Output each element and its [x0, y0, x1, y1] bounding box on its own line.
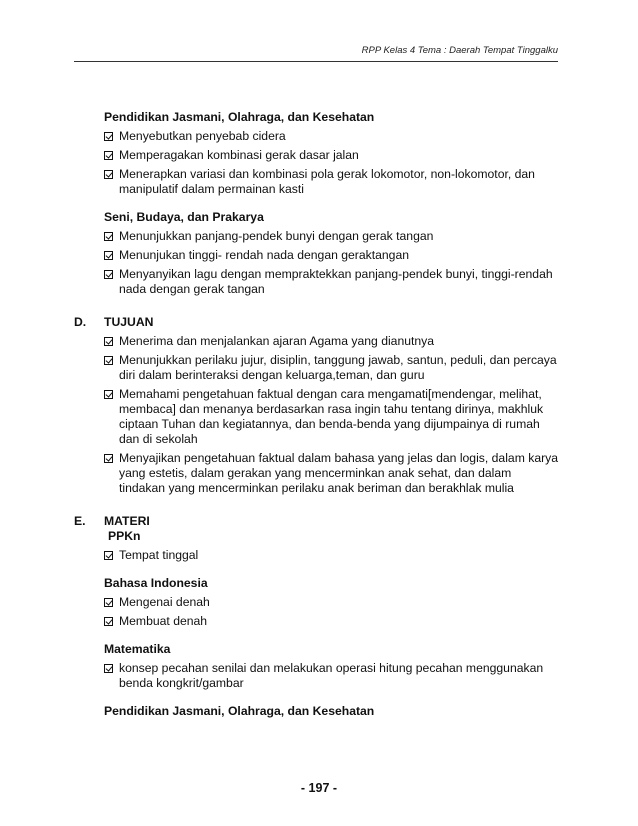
- page-number: - 197 -: [300, 781, 338, 795]
- section-letter: E.: [74, 514, 86, 528]
- list-item: Menunjukan tinggi- rendah nada dengan geraktangan: [104, 248, 559, 263]
- section-e-heading: [74, 514, 638, 529]
- running-header: RPP Kelas 4 Tema : Daerah Tempat Tinggalku: [361, 45, 558, 56]
- header-rule: [74, 61, 558, 62]
- subject-title-bahasa: Bahasa Indonesia: [104, 576, 208, 590]
- checkbox-icon: [104, 664, 113, 673]
- section-letter: D.: [74, 315, 87, 329]
- list-item: Mengenai denah: [104, 595, 559, 610]
- checkbox-icon: [104, 390, 113, 399]
- list-item: Menyajikan pengetahuan faktual dalam bahasa yang jelas dan logis, dalam karya yang estetis, dalam gerakan yang mencerminkan anak sehat, dan dalam tindakan yang mencerminkan perilaku anak beriman dan berakhlak mulia: [104, 451, 559, 496]
- subject-title-pjok-2: Pendidikan Jasmani, Olahraga, dan Kesehatan: [104, 704, 375, 718]
- checkbox-icon: [104, 551, 113, 560]
- section-title: TUJUAN: [104, 315, 154, 329]
- list-item: Menunjukkan panjang-pendek bunyi dengan gerak tangan: [104, 229, 559, 244]
- subject-title-matematika: Matematika: [104, 642, 171, 656]
- list-item: Menunjukkan perilaku jujur, disiplin, tanggung jawab, santun, peduli, dan percaya diri dalam berinteraksi dengan keluarga,teman, dan guru: [104, 353, 559, 383]
- list-item: Menerapkan variasi dan kombinasi pola gerak lokomotor, non-lokomotor, dan manipulatif dalam permainan kasti: [104, 167, 559, 197]
- subject-title-sbdp: Seni, Budaya, dan Prakarya: [104, 210, 264, 224]
- subject-title-ppkn: PPKn: [108, 529, 141, 543]
- list-item: Menerima dan menjalankan ajaran Agama yang dianutnya: [104, 334, 559, 349]
- list-item: Membuat denah: [104, 614, 559, 629]
- list-item: Menyebutkan penyebab cidera: [104, 129, 559, 144]
- section-title: MATERI: [104, 514, 150, 528]
- checkbox-icon: [104, 132, 113, 141]
- section-d-heading: [74, 315, 638, 330]
- checkbox-icon: [104, 356, 113, 365]
- checkbox-icon: [104, 170, 113, 179]
- checkbox-icon: [104, 251, 113, 260]
- checkbox-icon: [104, 598, 113, 607]
- list-item: konsep pecahan senilai dan melakukan operasi hitung pecahan menggunakan benda kongkrit/gambar: [104, 661, 559, 691]
- checkbox-icon: [104, 454, 113, 463]
- list-item: Menyanyikan lagu dengan mempraktekkan panjang-pendek bunyi, tinggi-rendah nada dengan gerak tangan: [104, 267, 559, 297]
- list-item: Memahami pengetahuan faktual dengan cara mengamati[mendengar, melihat, membaca] dan menanya berdasarkan rasa ingin tahu tentang dirinya, makhluk ciptaan Tuhan dan kegiatannya, dan benda-benda yang dijumpainya di rumah dan di sekolah: [104, 387, 559, 447]
- checkbox-icon: [104, 151, 113, 160]
- checkbox-icon: [104, 270, 113, 279]
- checkbox-icon: [104, 617, 113, 626]
- list-item: Memperagakan kombinasi gerak dasar jalan: [104, 148, 559, 163]
- list-item: Tempat tinggal: [104, 548, 559, 563]
- page-content: [0, 110, 638, 719]
- checkbox-icon: [104, 232, 113, 241]
- subject-title-pjok: Pendidikan Jasmani, Olahraga, dan Kesehatan: [104, 110, 375, 124]
- checkbox-icon: [104, 337, 113, 346]
